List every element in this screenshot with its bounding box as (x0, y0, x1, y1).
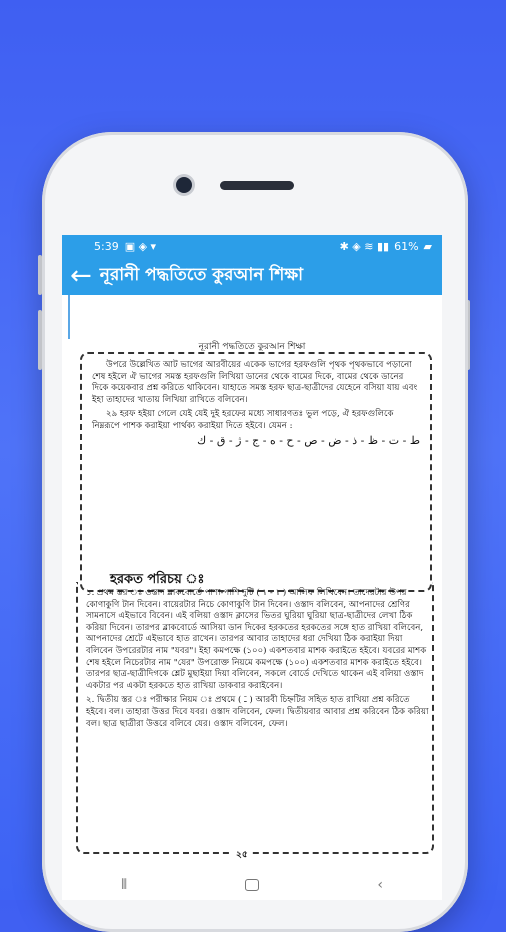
battery-icon: ▰ (423, 239, 432, 253)
recent-apps-icon[interactable]: ⦀ (121, 877, 128, 893)
section-title: হরকত পরিচয় ঃ (110, 572, 205, 587)
lesson-text (86, 588, 430, 733)
notification-icon: ▣ ◈ ▾ (124, 239, 157, 253)
back-nav-icon[interactable]: ‹ (377, 877, 383, 893)
camera-icon (176, 177, 192, 193)
speaker-grille (220, 181, 294, 190)
status-time: 5:39 (94, 239, 119, 253)
arabic-letters: ط - ت - ظ - ذ - ض - ص - ح - ه - ج - ژ - ق - ك (197, 434, 420, 447)
back-arrow-icon[interactable]: ← (70, 261, 92, 291)
app-title: নূরানী পদ্ধতিতে কুরআন শিক্ষা (99, 265, 304, 285)
intro-box (80, 352, 432, 592)
app-bar (62, 257, 442, 295)
book-page-header: নূরানী পদ্ধতিতে কুরআন শিক্ষা (198, 342, 306, 352)
home-icon[interactable] (245, 879, 259, 891)
navigation-bar (62, 870, 442, 900)
status-bar (62, 235, 442, 257)
left-rule (68, 295, 70, 339)
signal-icon: ✱ ◈ ≋ ▮▮ (339, 239, 390, 253)
page-content[interactable] (62, 295, 442, 860)
intro-paragraph: উপরে উল্লেখিত আট ভাগের আরবীয়ের একেক ভাগের হরফগুলি পৃথক পৃথকভাবে পড়ানো শেষ হইলে ঐ ভাগের সমস্ত হরফগুলি লিখিয়া ডানের থেকে বামের দিকে, বামের থেকে ডানের দিকে কয়েকবার প্রশ্ন করিতে থাকিবেন। যাহাতে সমস্ত হরফ ছাত্র-ছাত্রীদের যেহেনে বসিয়া যায় এবং ইহা তাহাদের খাতায় লিখিয়া রাখিতে বলিবেন। (92, 360, 418, 405)
page-number: ২৫ (232, 847, 252, 862)
intro-paragraph-2: ২৯ হরফ হইয়া গেলে যেই যেই দুই হরফের মধ্যে সাধারণতঃ ভুল পড়ে, ঐ হরফগুলিকে নিম্নরূপে পাশক করাইয়া পার্থক্য করাইয়া দিতে হইবে। যেমন : (92, 409, 394, 431)
battery-level: 61% (394, 239, 419, 253)
first-stage-paragraph: ১. প্রথম স্তর ঃ ওস্তাদ ব্লাকবোর্ডে পাশা-পাশি দুটি ( ١ - ١ ) আলিফ লিখিবেন। তাদেরটার উপর কোণাকুণি টান দিবেন। বায়েরটার নিচে কোণাকুণি টান দিবেন। ওস্তাদ বলিবেন, আপনাদের শ্রেণির সামনাসে এইভাবে বিবেন। এই বলিয়া ওস্তাদ ক্লাসের ভিতর ঘুরিয়া ঘুরিয়া ছাত্র-ছাত্রীদের লেখা ঠিক করিয়া দিবেন। তারপর ব্লাকবোর্ডে আসিয়া ডান দিকের হরকতের হরকতের সঙ্গে হাত রাখিয়া বলিবেন, আপনাদের শ্রেটে এইভাবে হাত রাখেন। তারপর আবার তাহাদের ধরা দেখিয়া ঠিক করাইয়া দিয়া বলিবেন উপরেরটার নাম "যবর"। ইহা কমপক্ষে (১০০) একশতবার মাশক করাইতে হইবে। যবরের মাশক শেষ হইলে নিচেরটার নাম "যের" উপরোক্ত নিয়মে কমপক্ষে (১০০) একশতবার মাশক করাইতে হইবে। তারপর ছাত্র-ছাত্রীদিগকে শ্লেট মুছাইয়া দিয়া বলিবেন, সকলে বোর্ডে দেখিতে থাকেন এই বলিয়া ওস্তাদ একটার পর একটা হরকতে হাত রাখিয়া ডাকবার করাইবেন। (86, 588, 427, 691)
phone-screen (62, 235, 442, 900)
second-stage-paragraph: ২. দ্বিতীয় স্তর ঃ পরীক্ষার নিয়ম ঃ প্রথমে ( ـَ ) আরবী চিহ্নটির সহিত হাত রাখিয়া প্রশ্ন করিতে হইবে। বল। তাহারা উত্তর দিবে যবর। ওস্তাদ বলিবেন, ফেল। দ্বিতীয়বার আবার প্রশ্ন করিবেন ঠিক করিয়া বল। ছাত্র ছাত্রীরা উত্তরে বলিবে যের। ওস্তাদ বলিবেন, ফেল। (86, 695, 429, 729)
